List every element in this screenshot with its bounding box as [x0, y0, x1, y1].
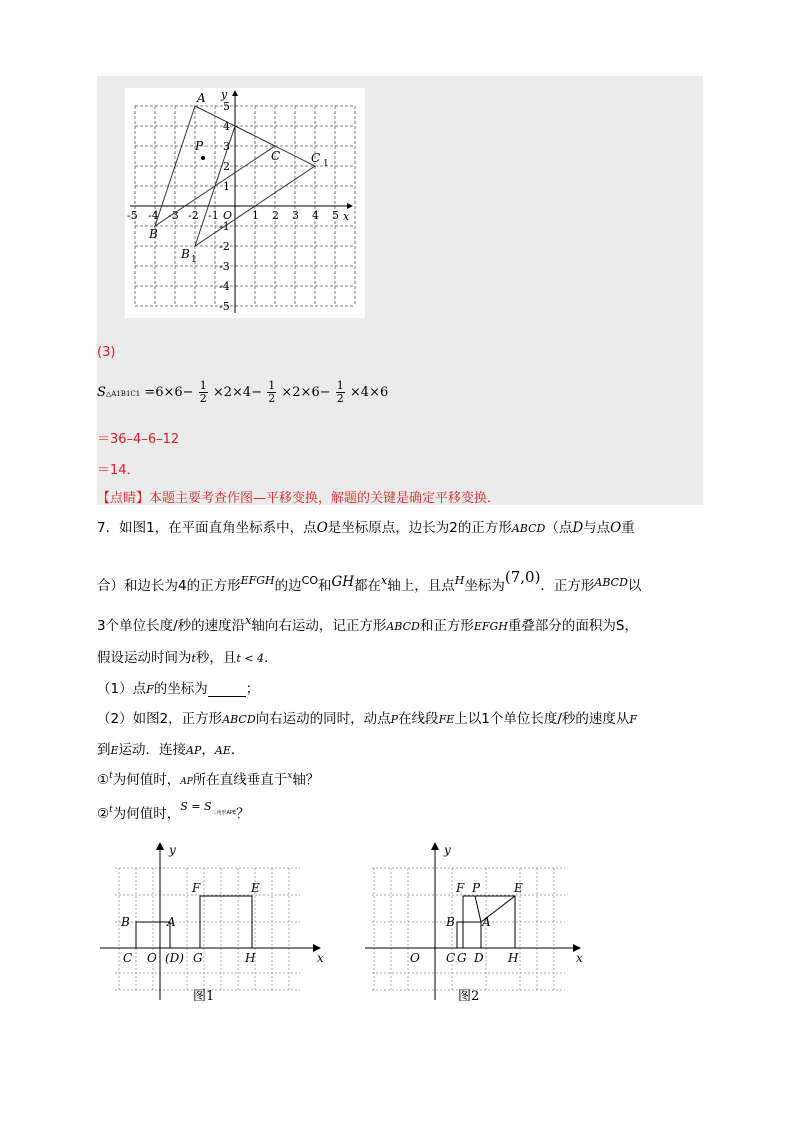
fig2-label-o: O — [410, 951, 420, 965]
fig1-label-e: E — [251, 881, 260, 895]
q7-line2: 合）和边长为4的正方形$^{EFGH}$的边$^{CO}$和GH都在$^x$轴上，且点$^H$坐标为(7,0)．正方形$^{ABCD}$以 — [97, 568, 642, 594]
q7-sub2: （2）如图2，正方形ABCD向右运动的同时，动点P在线段FE上以1个单位长度/秒的速度从F — [97, 711, 638, 727]
area-formula — [97, 380, 388, 405]
figure-1 — [95, 840, 335, 1010]
formula-part: =6×6− — [144, 385, 194, 400]
figure-2 — [360, 840, 600, 1010]
y-tick: 2 — [223, 160, 230, 173]
fig1-label-h: H — [245, 951, 256, 965]
fig2-label-p: P — [472, 881, 481, 895]
fig2-label-f: F — [456, 881, 465, 895]
x-tick: -5 — [127, 209, 138, 222]
q7-line1: 7．如图1，在平面直角坐标系中，点O是坐标原点，边长为2的正方形ABCD（点D与点O重 — [97, 520, 635, 536]
label-c1: C — [311, 151, 321, 165]
fig1-label-a: A — [167, 915, 176, 929]
fig2-label-g: G — [457, 951, 467, 965]
x-tick: 4 — [312, 209, 319, 222]
formula-s: S — [97, 385, 106, 400]
fig1-label-b: B — [121, 915, 130, 929]
y-axis-label: y — [221, 88, 228, 101]
x-tick: 1 — [252, 209, 259, 222]
label-c: C — [271, 149, 281, 163]
x-tick: 2 — [272, 209, 279, 222]
fig2-label-c: C — [446, 951, 456, 965]
y-tick: 4 — [223, 120, 230, 133]
fraction-half: $\frac{1}{2}$ — [199, 379, 207, 405]
fig2-segment-ap — [475, 896, 481, 922]
fig1-label-g: G — [193, 951, 203, 965]
y-tick: -1 — [219, 220, 230, 233]
answer-blank[interactable] — [208, 684, 246, 697]
fig1-label-c: C — [123, 951, 133, 965]
formula-part: ×2×4− — [212, 385, 263, 400]
fig1-label-f: F — [192, 881, 201, 895]
translation-graph — [125, 88, 365, 318]
fig2-label-d: D — [474, 951, 484, 965]
fig2-x-label: x — [576, 951, 583, 965]
y-tick: 1 — [223, 180, 230, 193]
y-tick: -4 — [219, 280, 230, 293]
q7-question2: ②$^t$为何值时，$^{S = S三角形APE}$？ — [97, 800, 250, 822]
label-b1-sub: 1 — [191, 255, 197, 265]
formula-subscript: △A1B1C1 — [105, 390, 141, 398]
fig2-y-label: y — [444, 843, 451, 857]
q7-question1: ①$^t$为何值时，AP所在直线垂直于$^x$轴？ — [97, 771, 320, 788]
y-tick: -3 — [219, 260, 230, 273]
origin-label: O — [223, 209, 233, 222]
fig2-caption: 图2 — [458, 989, 480, 1004]
q7-sub2-cont: 到E运动．连接AP，AE． — [97, 742, 245, 758]
q7-sub1: （1）点F的坐标为 ； — [97, 681, 260, 697]
fraction-half: $\frac{1}{2}$ — [268, 379, 276, 405]
formula-part: ×4×6 — [349, 385, 389, 400]
q7-line3: 3个单位长度/秒的速度沿$^x$轴向右运动，记正方形ABCD和正方形EFGH重叠部分的面积为S， — [97, 614, 638, 634]
x-axis-label: x — [343, 210, 350, 223]
fig1-label-d: (D) — [165, 951, 184, 965]
fig1-label-o: O — [147, 951, 157, 965]
formula-part: ×2×6− — [281, 385, 331, 400]
label-b1: B — [181, 247, 190, 261]
y-tick: -5 — [219, 300, 230, 313]
fig1-x-label: x — [317, 951, 324, 965]
fraction-half: $\frac{1}{2}$ — [336, 379, 344, 405]
x-tick: -3 — [168, 209, 179, 222]
x-tick: -4 — [148, 209, 159, 222]
fig1-caption: 图1 — [193, 989, 215, 1004]
fig2-label-a: A — [482, 915, 491, 929]
coordinate-grid-figure — [125, 88, 365, 318]
label-a: A — [197, 91, 206, 105]
q7-line4: 假设运动时间为t秒，且t < 4． — [97, 650, 278, 666]
label-p: P — [195, 139, 204, 153]
x-tick: -2 — [188, 209, 199, 222]
calc-line-3: ＝14． — [97, 463, 140, 478]
label-c1-sub: 1 — [323, 159, 329, 169]
y-tick: 5 — [223, 100, 230, 113]
fig2-square-abcd — [457, 922, 481, 948]
x-tick: 5 — [332, 209, 339, 222]
x-tick: -1 — [208, 209, 219, 222]
fig1-y-label: y — [169, 843, 176, 857]
x-tick: 3 — [292, 209, 299, 222]
point-p — [201, 156, 205, 160]
part3-label: (3) — [97, 345, 116, 360]
y-tick: -2 — [219, 240, 230, 253]
fig2-label-b: B — [446, 915, 455, 929]
calc-line-2: ＝36–4–6–12 — [97, 432, 180, 447]
fig2-label-e: E — [514, 881, 523, 895]
label-b: B — [149, 227, 158, 241]
comment-line: 【点睛】本题主要考查作图—平移变换，解题的关键是确定平移变换． — [97, 491, 501, 506]
y-tick: 3 — [223, 140, 230, 153]
fig2-label-h: H — [508, 951, 519, 965]
